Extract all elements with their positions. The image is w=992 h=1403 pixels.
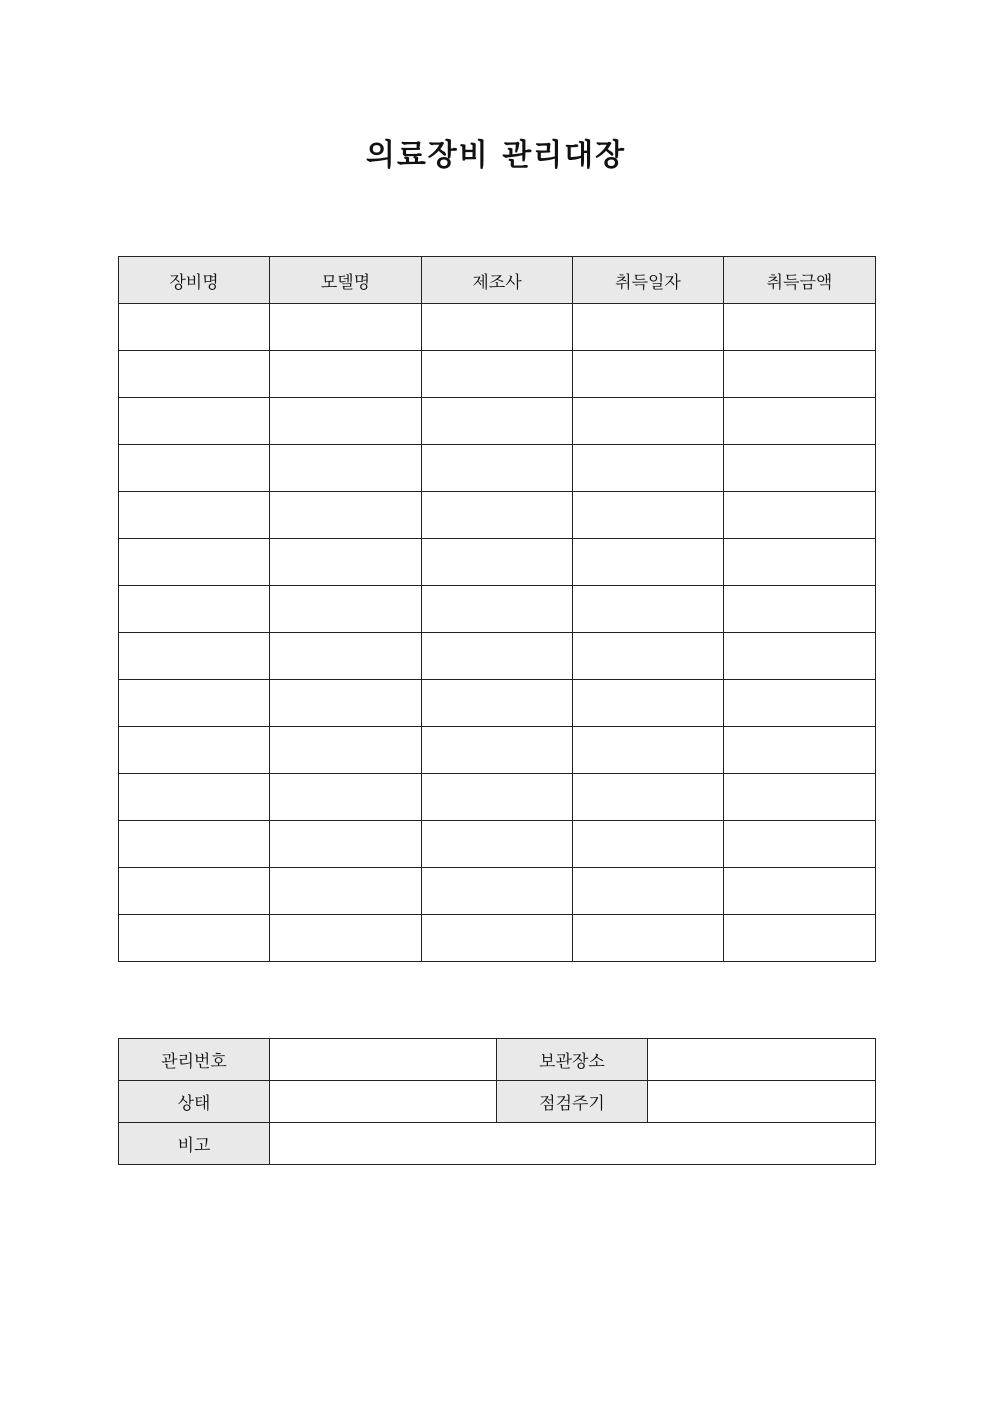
column-header-acquisition-amount: 취득금액	[724, 257, 876, 304]
column-header-manufacturer: 제조사	[422, 257, 573, 304]
cell-manufacturer[interactable]	[422, 727, 573, 774]
cell-acquisition-amount[interactable]	[724, 727, 876, 774]
cell-acquisition-date[interactable]	[573, 633, 724, 680]
cell-equipment-name[interactable]	[119, 633, 270, 680]
cell-acquisition-amount[interactable]	[724, 680, 876, 727]
cell-model-name[interactable]	[270, 680, 422, 727]
equipment-table-body	[119, 304, 876, 962]
cell-model-name[interactable]	[270, 445, 422, 492]
cell-model-name[interactable]	[270, 774, 422, 821]
cell-model-name[interactable]	[270, 492, 422, 539]
cell-manufacturer[interactable]	[422, 774, 573, 821]
column-header-model-name: 모델명	[270, 257, 422, 304]
cell-acquisition-amount[interactable]	[724, 821, 876, 868]
cell-model-name[interactable]	[270, 398, 422, 445]
status-field[interactable]	[270, 1081, 497, 1123]
cell-manufacturer[interactable]	[422, 915, 573, 962]
table-row	[119, 492, 876, 539]
cell-manufacturer[interactable]	[422, 492, 573, 539]
cell-equipment-name[interactable]	[119, 680, 270, 727]
table-row	[119, 821, 876, 868]
cell-acquisition-date[interactable]	[573, 445, 724, 492]
table-row	[119, 633, 876, 680]
info-row-management	[119, 1039, 876, 1081]
cell-acquisition-amount[interactable]	[724, 868, 876, 915]
cell-acquisition-date[interactable]	[573, 868, 724, 915]
table-row	[119, 774, 876, 821]
cell-manufacturer[interactable]	[422, 398, 573, 445]
cell-acquisition-amount[interactable]	[724, 304, 876, 351]
cell-acquisition-date[interactable]	[573, 586, 724, 633]
remarks-field[interactable]	[270, 1123, 876, 1165]
cell-acquisition-date[interactable]	[573, 398, 724, 445]
cell-model-name[interactable]	[270, 304, 422, 351]
cell-acquisition-date[interactable]	[573, 492, 724, 539]
storage-location-label: 보관장소	[497, 1039, 648, 1081]
table-row	[119, 351, 876, 398]
table-row	[119, 868, 876, 915]
cell-manufacturer[interactable]	[422, 539, 573, 586]
equipment-table	[118, 256, 876, 962]
cell-model-name[interactable]	[270, 586, 422, 633]
cell-acquisition-amount[interactable]	[724, 586, 876, 633]
cell-model-name[interactable]	[270, 539, 422, 586]
table-row	[119, 915, 876, 962]
info-row-status	[119, 1081, 876, 1123]
cell-acquisition-amount[interactable]	[724, 539, 876, 586]
table-row	[119, 539, 876, 586]
table-row	[119, 445, 876, 492]
cell-equipment-name[interactable]	[119, 586, 270, 633]
cell-model-name[interactable]	[270, 821, 422, 868]
cell-equipment-name[interactable]	[119, 821, 270, 868]
management-number-label: 관리번호	[119, 1039, 270, 1081]
cell-acquisition-date[interactable]	[573, 727, 724, 774]
cell-acquisition-amount[interactable]	[724, 774, 876, 821]
cell-acquisition-date[interactable]	[573, 351, 724, 398]
cell-model-name[interactable]	[270, 351, 422, 398]
cell-equipment-name[interactable]	[119, 445, 270, 492]
storage-location-field[interactable]	[648, 1039, 876, 1081]
cell-manufacturer[interactable]	[422, 821, 573, 868]
cell-equipment-name[interactable]	[119, 492, 270, 539]
page-title: 의료장비 관리대장	[365, 138, 627, 173]
cell-manufacturer[interactable]	[422, 304, 573, 351]
status-label: 상태	[119, 1081, 270, 1123]
cell-manufacturer[interactable]	[422, 586, 573, 633]
cell-equipment-name[interactable]	[119, 774, 270, 821]
inspection-cycle-field[interactable]	[648, 1081, 876, 1123]
cell-manufacturer[interactable]	[422, 868, 573, 915]
table-row	[119, 727, 876, 774]
cell-equipment-name[interactable]	[119, 304, 270, 351]
cell-equipment-name[interactable]	[119, 351, 270, 398]
cell-acquisition-amount[interactable]	[724, 492, 876, 539]
remarks-label: 비고	[119, 1123, 270, 1165]
cell-acquisition-amount[interactable]	[724, 351, 876, 398]
cell-acquisition-date[interactable]	[573, 821, 724, 868]
cell-equipment-name[interactable]	[119, 539, 270, 586]
info-row-remarks	[119, 1123, 876, 1165]
cell-model-name[interactable]	[270, 633, 422, 680]
cell-manufacturer[interactable]	[422, 351, 573, 398]
cell-acquisition-date[interactable]	[573, 304, 724, 351]
cell-acquisition-amount[interactable]	[724, 398, 876, 445]
column-header-acquisition-date: 취득일자	[573, 257, 724, 304]
equipment-header-row	[119, 257, 876, 304]
table-row	[119, 586, 876, 633]
cell-model-name[interactable]	[270, 915, 422, 962]
cell-acquisition-amount[interactable]	[724, 915, 876, 962]
table-row	[119, 398, 876, 445]
cell-equipment-name[interactable]	[119, 727, 270, 774]
cell-equipment-name[interactable]	[119, 868, 270, 915]
cell-acquisition-amount[interactable]	[724, 445, 876, 492]
cell-acquisition-date[interactable]	[573, 539, 724, 586]
cell-manufacturer[interactable]	[422, 633, 573, 680]
cell-equipment-name[interactable]	[119, 398, 270, 445]
inspection-cycle-label: 점검주기	[497, 1081, 648, 1123]
column-header-equipment-name: 장비명	[119, 257, 270, 304]
table-row	[119, 680, 876, 727]
cell-acquisition-date[interactable]	[573, 774, 724, 821]
cell-acquisition-date[interactable]	[573, 915, 724, 962]
cell-acquisition-amount[interactable]	[724, 633, 876, 680]
cell-equipment-name[interactable]	[119, 915, 270, 962]
cell-model-name[interactable]	[270, 868, 422, 915]
cell-model-name[interactable]	[270, 727, 422, 774]
management-number-field[interactable]	[270, 1039, 497, 1081]
cell-acquisition-date[interactable]	[573, 680, 724, 727]
cell-manufacturer[interactable]	[422, 680, 573, 727]
cell-manufacturer[interactable]	[422, 445, 573, 492]
info-table	[118, 1038, 876, 1165]
table-row	[119, 304, 876, 351]
